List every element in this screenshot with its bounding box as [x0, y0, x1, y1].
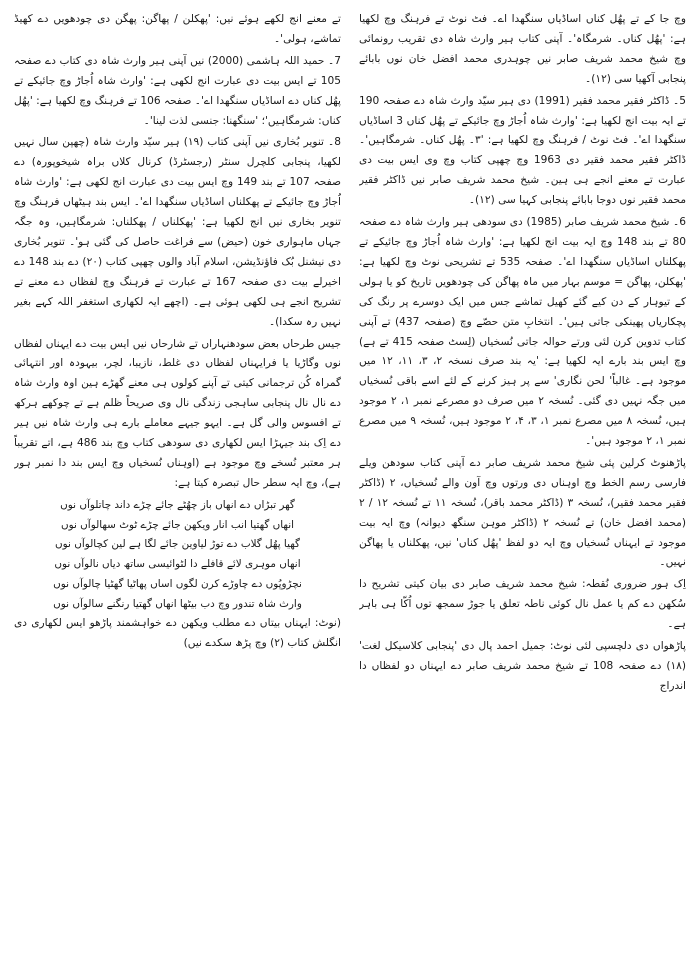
- paragraph-note: (نوٹ: ایہناں بیتاں دے مطلب ویکھن دے خواہشمند پاڑھو ایس لکھاری دی انگلش کتاب (۲) وچ پڑھ سکدے نیں): [14, 617, 341, 650]
- paragraph-intro-fragment: وچ جا کے تے پھُل کناں اساڈیاں سنگھدا اے۔ فٹ نوٹ تے فرہنگ وچ لکھیا ہے: 'پھُل کناں۔ شرمگاہ'۔ آپنی کتاب ہیر وارث شاہ دی تقریب رونمائی وچ شیخ محمد شریف صابر نیں چوہدری محمد افضل خان نوں بابائے پنجابی آکھیا سی (۱۲)۔: [359, 13, 686, 85]
- right-column: [359, 10, 686, 948]
- two-column-layout: [14, 10, 686, 948]
- verse-line: گھیا پھُل گلاب دے توڑ لیاوین جائے لگا ہے لین کچالوآں نوں: [55, 538, 300, 551]
- left-column: [14, 10, 341, 948]
- verse-line: گھر تبڑاں دے انھاں باز چھُٹے جائے چڑے داند چاتلوآں نوں: [60, 498, 295, 511]
- verse-block: [14, 496, 341, 615]
- paragraph-readers-interest-note: پاڑھواں دی دلچسپی لئی نوٹ: جمیل احمد پال دی 'پنجابی کلاسیکل لغت' (۱۸) دے صفحہ 108 تے شیخ محمد شریف صابر دے ایہناں دو لفظاں دا اندراج: [359, 640, 686, 692]
- paragraph-meanings-fragment: تے معنے انج لکھے ہوئے نیں: 'پھکلن / پھاگن: پھگن دی چودھویں دے کھیڈ تماشے، ہولی'۔: [14, 13, 341, 45]
- paragraph-item-6: 6۔ شیخ محمد شریف صابر (1985) دی سودھی ہیر وارث شاہ دے صفحہ 80 تے بند 148 وچ ایہ بیت انج لکھیا ہے: 'وارث شاہ اُجاڑ وچ جائیکے تے پھکلناں اساڈیاں سنگھدا اے'۔ صفحہ 535 تے تشریحی نوٹ وچ لکھیا ہے: 'پھکلن، پھاگن = موسم بہار میں ماہ پھاگن کی چودھویں تاریخ کو یا ہولی کے تیوہار کے دن کیے گئے کھیل تماشے جس میں ایک دوسرے پر رنگ کی پچکاریاں پھینکی جاتی ہیں'۔ انتخابِ متن حصّے وچ (صفحہ 437) تے آپنی کتاب تدوین کرن لئی ورتے حوالہ جاتی نُسخیاں (لِسٹ صفحہ 415 تے ہے) وچ ایس بند بارے ایہ لکھیا ہے: 'یہ بند صرف نسخہ ۲، ۳، ۱۱، ۱۲ میں موجود ہے۔ غالباً' لحن نگاری' سے پر ہیز کرنے کے لئے اسے باقی نُسخیاں میں جگہ نہیں دی گئی۔ نُسخہ ۲ میں صرف دو مصرعے نمبر ۱، ۲ موجود ہیں، نُسخہ ۸ میں مصرع نمبر ۱، ۳، ۴، ۲ موجود ہیں، نُسخہ ۹ میں مصرع نمبر ۱، ۲ موجود ہیں'۔: [359, 216, 686, 448]
- paragraph-important-point: اِک ہور ضروری نُقطہ: شیخ محمد شریف صابر دی بیان کیتی تشریح دا سُکھن دے کم یا عمل نال کوئی ناطہ تعلق یا جوڑ سمجھ توں اُکّا ہی باہر ہے۔: [359, 578, 686, 631]
- paragraph-item-8: 8۔ تنویر بُخاری نیں آپنی کتاب (۱۹) ہیر سیّد وارث شاہ (چھپن سال نہیں لکھیا، پنجابی کلچرل سنٹر (رجسٹرڈ) کرنال کلاں براہ شیخوپورہ) دے صفحہ 107 تے بند 149 وچ ایس بیت دی عبارت انج لکھی ہے: 'وارث شاہ اُجاڑ وچ جائیکے تے پھکلناں اساڈیاں سنگھدا اے'۔ ایس بند ہیٹھاں فرہنگ وچ تنویر بخاری نیں انج لکھیا ہے: 'پھکلناں / پھکلناں: شرمگاہیں، وہ جگہ جہاں ماہواری خون (حیض) سے فراغت حاصل کی گئی ہو'۔ تنویر بُخاری دی نیشنل بُک فاؤنڈیشن، اسلام آباد والوں چھپی کتاب (۲۰) دے بند 148 دے اخیرلے بیت دی صفحہ 167 تے عبارت تے فرہنگ وچ لفظاں دے معنے تے تشریح انجے ہی لکھی ہوئی ہے۔ (اچھے ایہ لکھاری استغفر اللہ کہے بغیر نہیں رہ سکدا)۔: [14, 136, 341, 328]
- verse-line: وارث شاہ تندور وچ دب بیٹھا انھاں گھتیا رنگنے سالوآں نوں: [53, 597, 302, 610]
- paragraph-item-7: 7۔ حمید اللہ ہاشمی (2000) نیں آپنی ہیر وارث شاہ دی کتاب دے صفحہ 105 تے ایس بیت دی عبارت انج لکھی ہے: 'وارث شاہ اُجاڑ وچ جائیکے تے پھُل کناں دے اساڈیاں سنگھدا اے'۔ صفحہ 106 تے فرہنگ وچ لکھیا ہے: 'پھُل کناں: شرمگاہیں'؛ 'سنگھنا: جنسی لذت لینا'۔: [14, 54, 341, 127]
- verse-line: انھاں گھتیا انب انار ویکھن جائے چڑے ٹوٹ سھالوآں نوں: [60, 518, 294, 531]
- paragraph-commentary: جیس طرحاں بعض سودھنہاراں تے شارحاں نیں ایس بیت دے ایہناں لفظاں نوں وگاڑیا یا فرایہناں لفظاں دی غلط، نازیبا، لچر، بیہودہ اور انتہائی گمراہ کُن ترجمانی کیتی تے آپنے کولوں ہی معنے گھڑے ہین اوہ وارث شاہ دے نال نال پنجابی ساہجی زندگی نال وی صریحاً ظلم ہے تے چوکھے ہرکھ تے افسوس والی گل ہے۔ ایہو جیہے معاملے بارے ہی وارث شاہ نیں ہیر دے اِک بند جیہڑا ایس لکھاری دی سودھی کتاب وچ بند 486 ہے، اتے تقریباً ہر معتبر نُسخے وچ موجود ہے (اوہناں نُسخیاں وچ ایس بند دا نمبر ہور ہے)، وچ ایہ سطر حال تبصرہ کیتا ہے:: [14, 337, 341, 489]
- paragraph-reader-note: پاڑھنوٹ کرلین پئی شیخ محمد شریف صابر دے آپنی کتاب سودھن ویلے فارسی رسم الخط وچ اوہناں دی ورتوں وچ آون والے نُسخیاں، ۲ (ڈاکٹر فقیر محمد فقیر)، نُسخہ ۳ (ڈاکٹر محمد باقر)، نُسخہ ۱۱ تے نُسخہ ۱۲ / ۲ (محمد افضل خان) تے نُسخہ ۲ (ڈاکٹر موہن سنگھ دیوانہ) وچ ایہ بیت موجود تے ایہناں نُسخیاں وچ ایہ دو لفظ 'پھُل کناں' نیں، پھکلناں یا پھاگن نہیں۔: [359, 456, 686, 569]
- verse-line: نچڑوپُوں دے چاوڑے کرن لگوں اساں پھاٹیا گھٹیا چالوآں نوں: [53, 577, 302, 590]
- verse-line: انھاں موہری لائے قافلے دا لٹوائیسی ساتھ دیاں نالوآں نوں: [54, 558, 301, 571]
- paragraph-item-5: 5۔ ڈاکٹر فقیر محمد فقیر (1991) دی ہیر سیّد وارث شاہ دے صفحہ 190 تے ایہ بیت انج لکھیا ہے: 'وارث شاہ اُجاڑ وچ جائیکے تے پھُل کناں 3 اساڈیاں سنگھدا اے'۔ فٹ نوٹ / فرہنگ وچ لکھیا ہے: '۳۔ پھُل کناں۔ شرمگاہیں'۔ ڈاکٹر فقیر محمد فقیر دی 1963 وچ چھپی کتاب وچ وی ایس بیت دی عبارت تے معنے انجے ہی ہین۔ شیخ محمد شریف صابر نیں ڈاکٹر فقیر محمد فقیر نوں دوجا بابائے پنجابی کہیا سی (۱۲)۔: [359, 94, 686, 207]
